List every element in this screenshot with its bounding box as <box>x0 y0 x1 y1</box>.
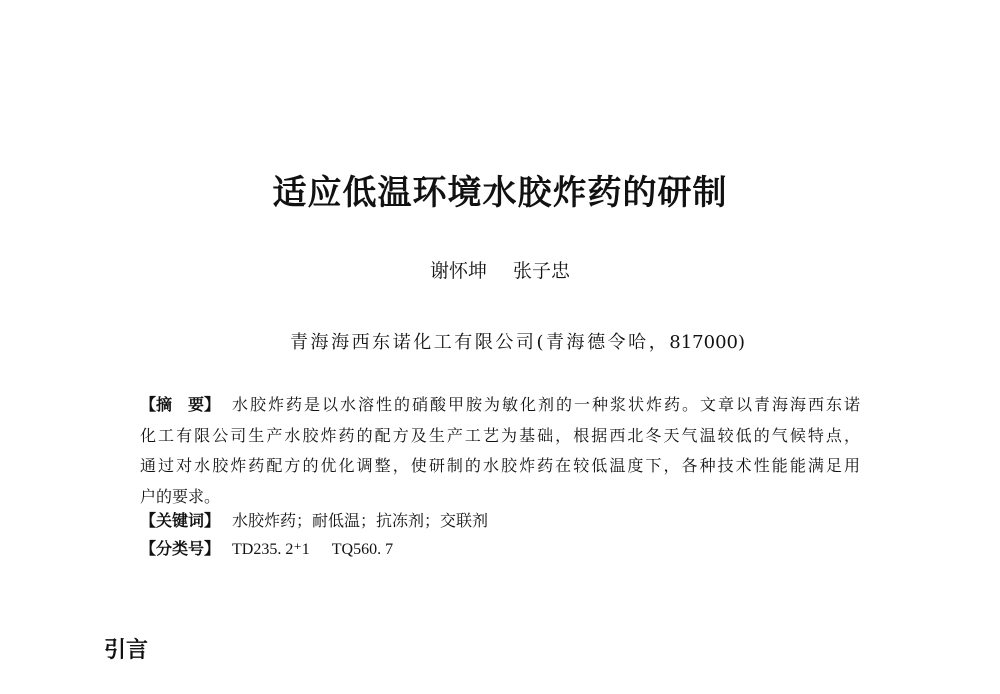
abstract-line <box>140 486 860 508</box>
author-name: 谢怀坤 <box>429 260 487 282</box>
affiliation: 青海海西东诺化工有限公司(青海德令哈，817000) <box>290 332 745 353</box>
abstract-text: 户的要求。 <box>140 487 221 506</box>
section-heading: 引言 <box>104 637 149 663</box>
classification-row <box>140 538 860 561</box>
abstract-line <box>140 394 860 416</box>
abstract-line <box>140 455 860 477</box>
keywords-row <box>140 510 860 532</box>
author-name: 张子忠 <box>513 260 571 282</box>
keywords-label: 【关键词】 <box>140 511 221 530</box>
abstract-label: 【摘 要】 <box>140 395 221 414</box>
author-list <box>0 259 1000 283</box>
abstract-text: 水胶炸药是以水溶性的硝酸甲胺为敏化剂的一种浆状炸药。文章以青海海西东诺 <box>232 395 860 414</box>
abstract-line <box>140 425 860 447</box>
paper-title: 适应低温环境水胶炸药的研制 <box>272 173 728 213</box>
abstract-text: 通过对水胶炸药配方的优化调整，使研制的水胶炸药在较低温度下，各种技术性能能满足用 <box>140 456 860 475</box>
classification-label: 【分类号】 <box>140 539 221 558</box>
abstract-text: 化工有限公司生产水胶炸药的配方及生产工艺为基础，根据西北冬天气温较低的气候特点， <box>140 426 860 445</box>
keywords-text: 水胶炸药；耐低温；抗冻剂；交联剂 <box>232 511 489 530</box>
classification-code: TQ560. 7 <box>331 541 394 558</box>
classification-codes <box>232 538 860 561</box>
classification-code: TD235. 2⁺1 <box>232 541 310 558</box>
